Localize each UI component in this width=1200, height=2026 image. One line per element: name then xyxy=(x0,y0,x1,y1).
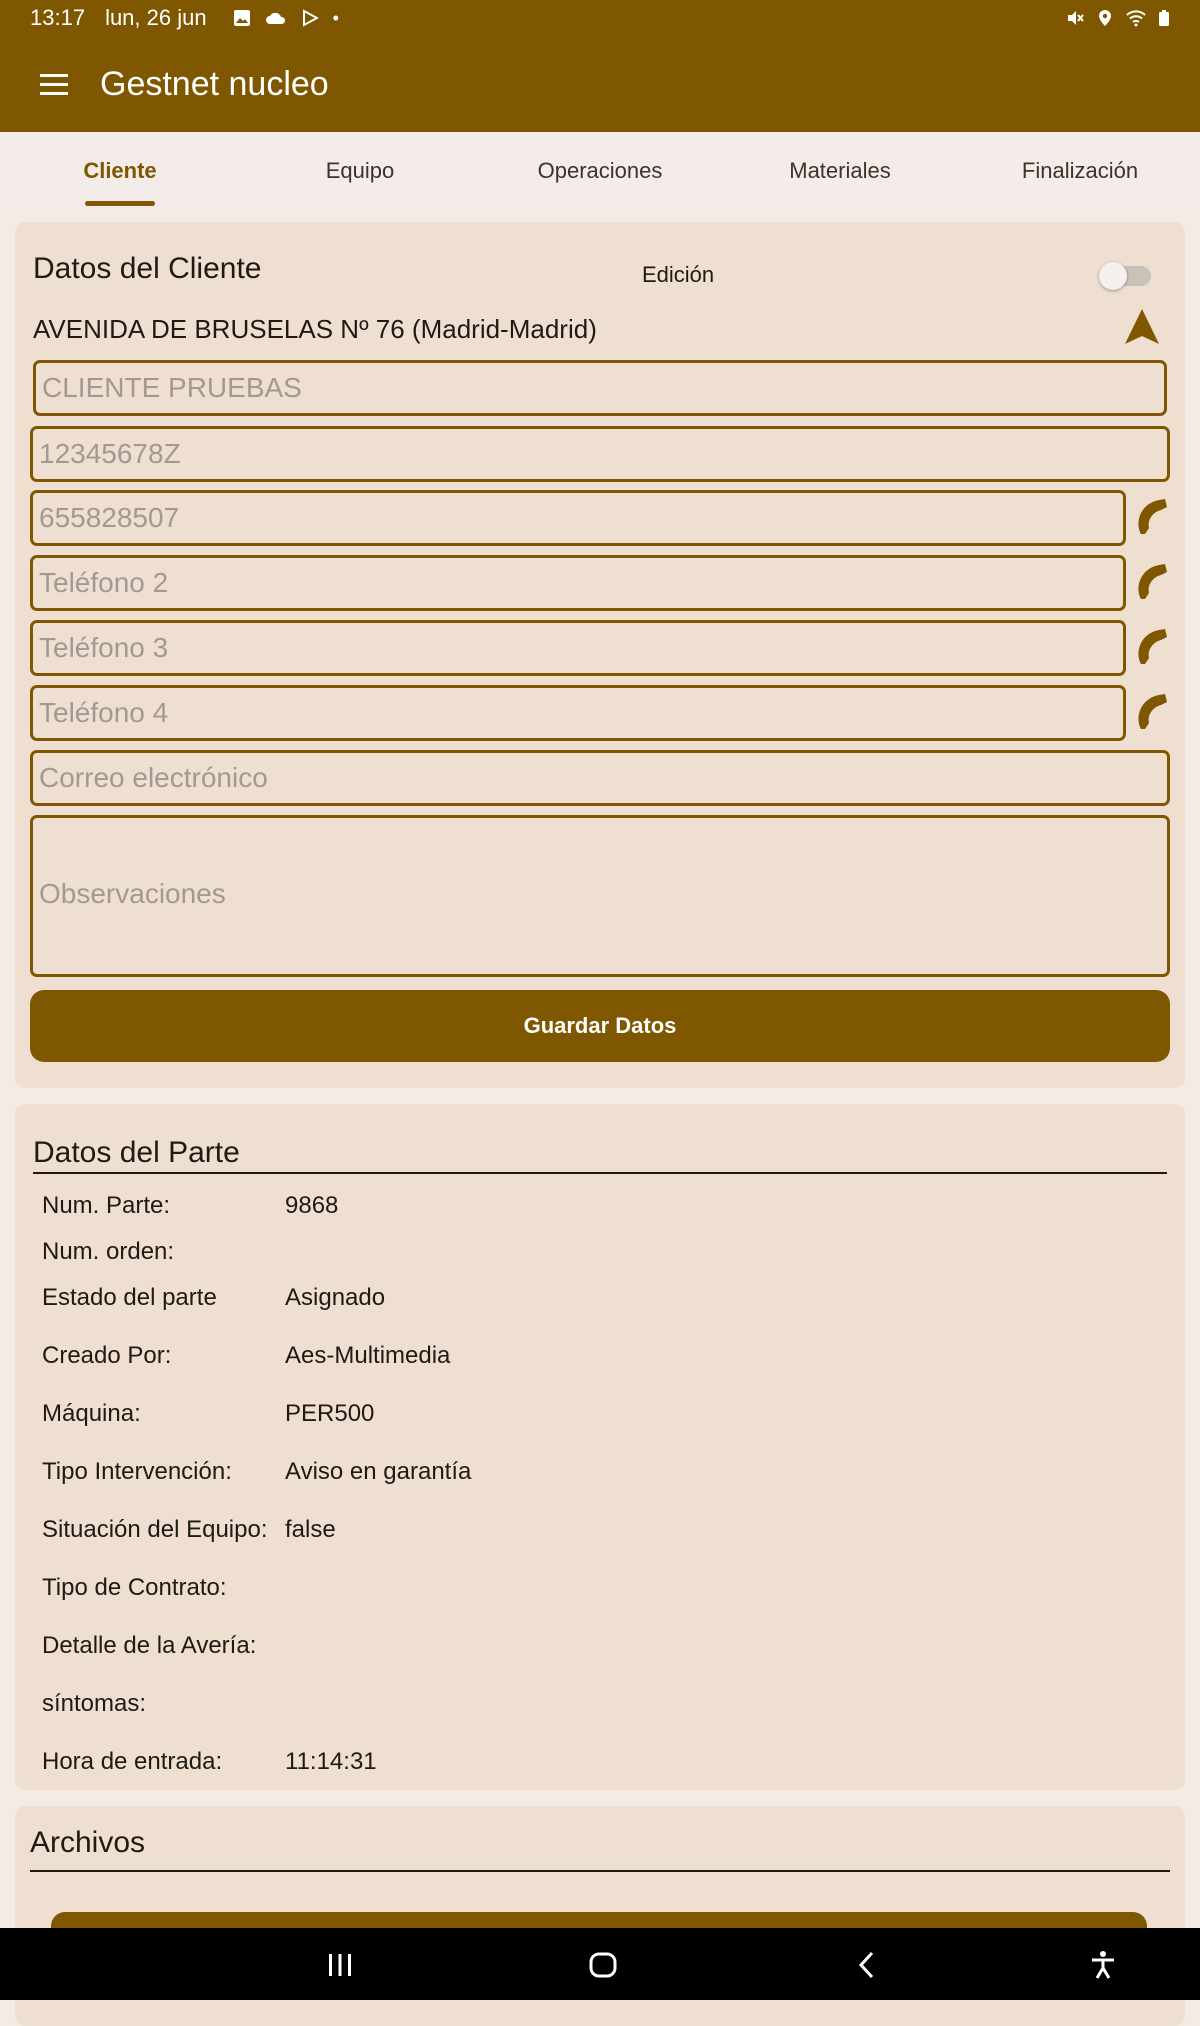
mute-icon xyxy=(1066,9,1084,27)
parte-row-label: Hora de entrada: xyxy=(42,1748,223,1775)
status-date: lun, 26 jun xyxy=(105,5,207,30)
parte-row-label: Máquina: xyxy=(42,1400,141,1427)
play-store-icon xyxy=(301,9,319,27)
parte-row-label: síntomas: xyxy=(42,1690,147,1717)
parte-row-value: Aviso en garantía xyxy=(285,1458,472,1485)
back-icon[interactable] xyxy=(852,1950,882,1980)
parte-row-label: Num. orden: xyxy=(42,1238,175,1265)
parte-card xyxy=(15,1104,1185,1790)
system-nav-bar xyxy=(0,1928,1200,2000)
phone4-field[interactable] xyxy=(30,685,1126,741)
client-address: AVENIDA DE BRUSELAS Nº 76 (Madrid-Madrid) xyxy=(33,314,597,344)
parte-row-label: Creado Por: xyxy=(42,1342,172,1369)
cloud-icon xyxy=(265,9,287,27)
client-nif-field[interactable] xyxy=(30,426,1170,482)
parte-section-divider xyxy=(33,1172,1167,1174)
parte-row-label: Num. Parte: xyxy=(42,1192,171,1219)
edit-toggle-label: Edición xyxy=(642,262,715,287)
battery-icon xyxy=(1158,9,1170,27)
call-phone2-icon[interactable] xyxy=(1131,559,1175,603)
email-field[interactable] xyxy=(30,750,1170,806)
tab-cliente[interactable]: Cliente xyxy=(0,132,240,210)
parte-row-value: Aes-Multimedia xyxy=(285,1342,451,1369)
call-phone4-icon[interactable] xyxy=(1131,689,1175,733)
tab-bar xyxy=(0,132,1200,210)
app-bar xyxy=(0,36,1200,132)
recent-apps-icon[interactable] xyxy=(325,1950,355,1980)
parte-row-value: false xyxy=(285,1516,336,1543)
tab-materiales[interactable]: Materiales xyxy=(789,158,891,183)
tab-finalizacion[interactable]: Finalización xyxy=(1021,158,1139,183)
accessibility-icon[interactable] xyxy=(1088,1950,1118,1980)
parte-row-label: Situación del Equipo: xyxy=(42,1516,268,1543)
wifi-icon xyxy=(1126,9,1146,27)
parte-row-value: 9868 xyxy=(285,1192,339,1219)
tab-equipo[interactable]: Equipo xyxy=(325,158,395,183)
parte-row-value: 11:14:31 xyxy=(285,1748,377,1775)
phone2-field[interactable] xyxy=(30,555,1126,611)
status-time: 13:17 xyxy=(30,5,86,30)
client-name-field[interactable] xyxy=(33,360,1167,416)
edit-toggle[interactable] xyxy=(1103,266,1151,286)
more-notifications-dot: • xyxy=(332,7,339,28)
archivos-section-title: Archivos xyxy=(30,1826,146,1859)
navigate-icon[interactable] xyxy=(1121,306,1163,348)
tab-operaciones[interactable]: Operaciones xyxy=(537,158,663,183)
phone1-field[interactable] xyxy=(30,490,1126,546)
location-icon xyxy=(1096,9,1114,27)
app-title: Gestnet nucleo xyxy=(100,64,329,103)
parte-row-label: Detalle de la Avería: xyxy=(42,1632,257,1659)
parte-row-label: Tipo Intervención: xyxy=(42,1458,232,1485)
phone3-field[interactable] xyxy=(30,620,1126,676)
notes-field[interactable] xyxy=(30,815,1170,977)
archivos-section-divider xyxy=(30,1870,1170,1872)
parte-row-value: PER500 xyxy=(285,1400,375,1427)
home-icon[interactable] xyxy=(588,1950,618,1980)
client-section-title: Datos del Cliente xyxy=(33,252,262,285)
call-phone1-icon[interactable] xyxy=(1131,494,1175,538)
parte-row-label: Tipo de Contrato: xyxy=(42,1574,227,1601)
parte-row-label: Estado del parte xyxy=(42,1284,217,1311)
menu-button[interactable] xyxy=(22,52,86,116)
call-phone3-icon[interactable] xyxy=(1131,624,1175,668)
hamburger-icon xyxy=(40,83,68,86)
parte-row-value: Asignado xyxy=(285,1284,386,1311)
client-card xyxy=(15,222,1185,1088)
status-bar xyxy=(0,0,1200,36)
image-notification-icon xyxy=(233,9,251,27)
parte-section-title: Datos del Parte xyxy=(33,1136,240,1169)
save-data-button[interactable]: Guardar Datos xyxy=(30,990,1170,1062)
